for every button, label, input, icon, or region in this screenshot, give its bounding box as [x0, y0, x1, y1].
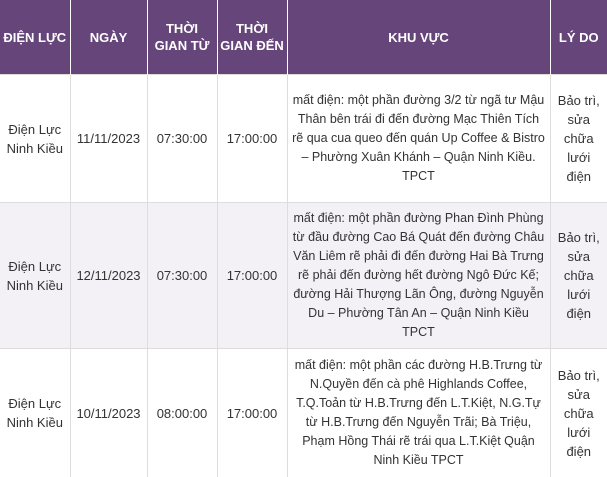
cell-thoi-gian-tu: 07:30:00 — [147, 75, 217, 203]
cell-ngay: 12/11/2023 — [70, 203, 147, 349]
header-khu-vuc: KHU VỰC — [287, 0, 550, 75]
cell-thoi-gian-tu: 07:30:00 — [147, 203, 217, 349]
header-thoi-gian-tu: THỜI GIAN TỪ — [147, 0, 217, 75]
cell-khu-vuc: mất điện: một phần đường Phan Đình Phùng từ đầu đường Cao Bá Quát đến đường Châu Văn Liêm rẽ phải đi đến đường Hai Bà Trưng rẽ phải đến đường hết đường Ngô Đức Kế; đường Hải Thượng Lãn Ông, đường Nguyễn Du – Phường Tân An – Quận Ninh Kiều TPCT — [287, 203, 550, 349]
cell-dien-luc: Điện Lực Ninh Kiều — [0, 203, 70, 349]
table-header — [0, 0, 607, 75]
header-ngay: NGÀY — [70, 0, 147, 75]
cell-thoi-gian-tu: 08:00:00 — [147, 349, 217, 477]
header-dien-luc: ĐIỆN LỰC — [0, 0, 70, 75]
cell-ngay: 10/11/2023 — [70, 349, 147, 477]
table-row — [0, 75, 607, 203]
cell-ly-do: Bảo trì, sửa chữa lưới điện — [550, 203, 607, 349]
table-row — [0, 349, 607, 477]
cell-thoi-gian-den: 17:00:00 — [217, 349, 287, 477]
cell-dien-luc: Điện Lực Ninh Kiều — [0, 75, 70, 203]
cell-ngay: 11/11/2023 — [70, 75, 147, 203]
cell-dien-luc: Điện Lực Ninh Kiều — [0, 349, 70, 477]
cell-thoi-gian-den: 17:00:00 — [217, 203, 287, 349]
table-row — [0, 203, 607, 349]
header-thoi-gian-den: THỜI GIAN ĐẾN — [217, 0, 287, 75]
cell-ly-do: Bảo trì, sửa chữa lưới điện — [550, 349, 607, 477]
header-ly-do: LÝ DO — [550, 0, 607, 75]
cell-khu-vuc: mất điện: một phần các đường H.B.Trưng từ N.Quyền đến cà phê Highlands Coffee, T.Q.Toản từ H.B.Trưng đến L.T.Kiệt, N.G.Tự từ H.B.Trưng đến Nguyễn Trãi; Bà Triệu, Phạm Hồng Thái rẽ trái qua L.T.Kiệt Quận Ninh Kiều TPCT — [287, 349, 550, 477]
cell-thoi-gian-den: 17:00:00 — [217, 75, 287, 203]
cell-khu-vuc: mất điện: một phần đường 3/2 từ ngã tư Mậu Thân bên trái đi đến đường Mạc Thiên Tích rẽ qua cua queo đến quán Up Coffee & Bistro – Phường Xuân Khánh – Quận Ninh Kiều. TPCT — [287, 75, 550, 203]
cell-ly-do: Bảo trì, sửa chữa lưới điện — [550, 75, 607, 203]
